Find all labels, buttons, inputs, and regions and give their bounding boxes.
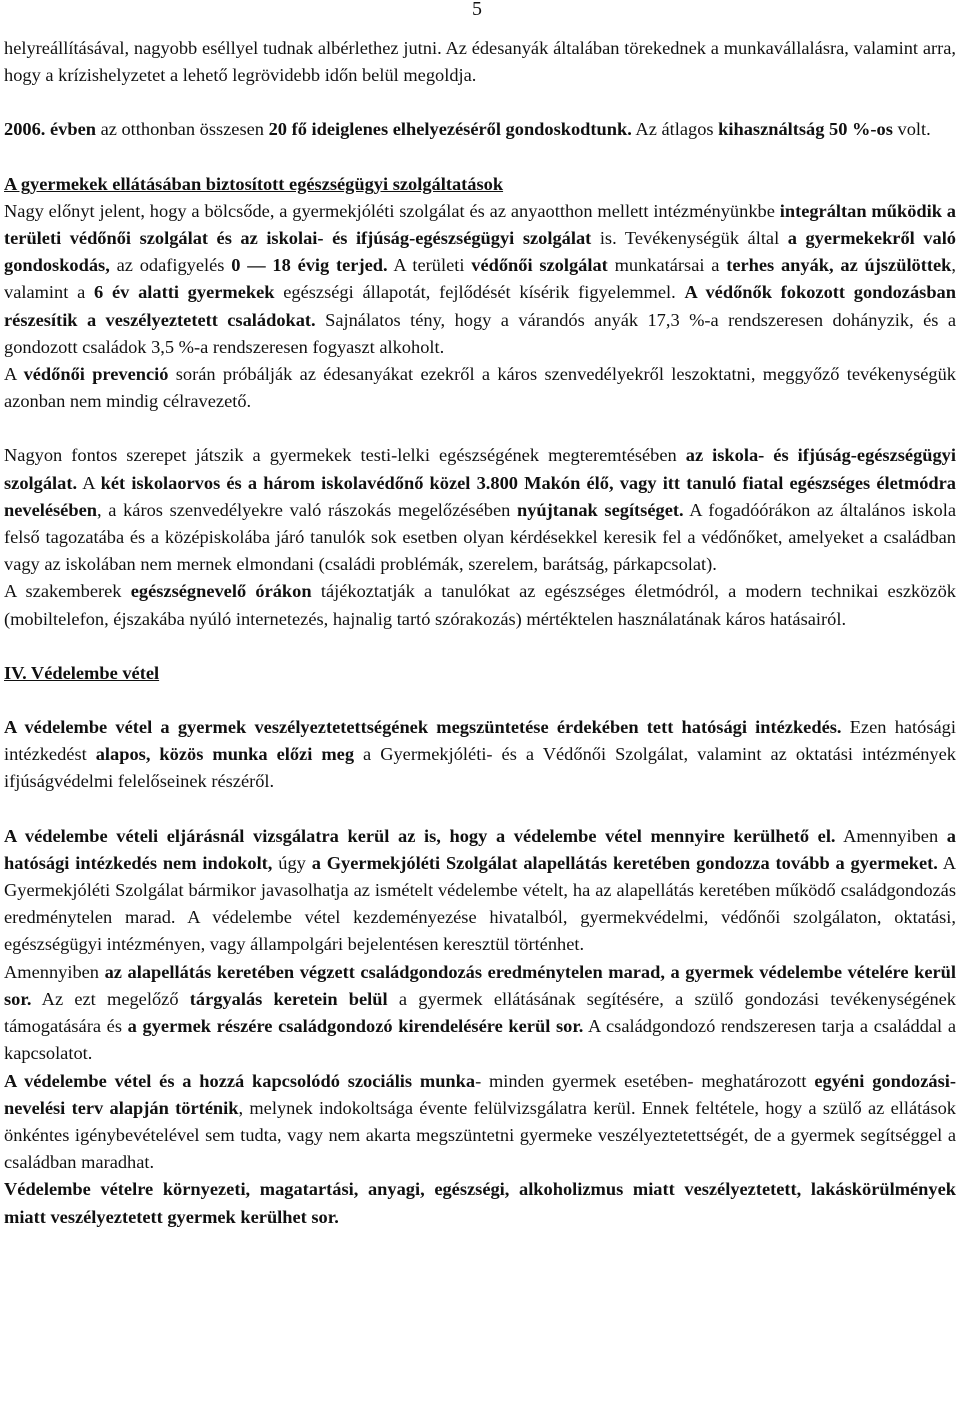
text-run: - minden gyermek esetében- meghatározott <box>475 1070 815 1091</box>
text-run: Nagyon fontos szerepet játszik a gyermekek testi-lelki egészségének megteremtésében <box>4 445 686 466</box>
bold-text-run: alapos, közös munka előzi meg <box>95 744 355 765</box>
paragraph-individual-care-plan <box>4 1068 956 1177</box>
text-run: egészségi állapotát, fejlődését kísérik figyelemmel. <box>274 282 685 303</box>
text-run: A családgondozó rendszeresen tarja a családdal a kapcsolatot. <box>4 1016 956 1064</box>
text-run: az odafigyelés <box>109 255 232 276</box>
bold-text-run: a gyermekekről való gondoskodás, <box>4 228 957 276</box>
text-run: a gyermek ellátásának segítésére, a szülő gondozási tevékenységének támogatására és <box>4 988 957 1037</box>
bold-text-run: IV. Védelembe vétel <box>4 662 160 683</box>
page-number: 5 <box>472 0 482 20</box>
text-run: Ezen hatósági intézkedést <box>4 717 956 765</box>
paragraph-protection-reasons <box>4 1176 956 1230</box>
paragraph-family-care-failure <box>4 959 956 1068</box>
text-run: A területi <box>387 255 472 276</box>
text-run: A fogadóórákon az általános iskola felső tagozatába és a középiskolába járó tanulók sok esetben olyan kérdésekkel keresik fel a védőnőket, amelyeket a családban vagy az iskolában nem mernek elmondani (családi problémák, szerelem, barátság, párkapcsolat). <box>4 499 956 575</box>
bold-text-run: A védelembe vételi eljárásnál vizsgálatra kerül az is, hogy a védelembe vétel mennyire kerülhető el. <box>4 825 836 846</box>
bold-text-run: a gyermek részére családgondozó kirendelésére kerül sor. <box>127 1016 584 1037</box>
text-run: Sajnálatos tény, hogy a várandós anyák 17,3 %-a rendszeresen dohányzik, és a gondozott családok 3,5 %-a rendszeresen fogyaszt alkoholt. <box>4 309 956 357</box>
text-run: Amennyiben <box>4 961 105 982</box>
paragraph-nurse-prevention <box>4 361 956 415</box>
paragraph-integrated-health-services <box>4 198 956 361</box>
text-run: során próbálják az édesanyákat ezekről a káros szenvedélyekről leszoktatni, meggyőző tevékenységük azonban nem mindig célravezető. <box>4 364 956 412</box>
text-run: , melynek indokoltsága évente felülvizsgálatra kerül. Ennek feltétele, hogy a szülő az ellátások önkéntes igénybevételével sem tudta, vagy nem akarta megszüntetni gyermeke veszélyeztetettségét, de a gyermek segítséggel a családban maradhat. <box>4 1097 956 1173</box>
bold-text-run: az alapellátás keretében végzett családgondozás eredménytelen marad, a gyermek védelembe vételére kerül sor. <box>4 961 956 1009</box>
text-run: is. Tevékenységük által <box>591 228 788 249</box>
paragraph-shelter-outcome <box>4 35 956 89</box>
bold-text-run: Védelembe vételre környezeti, magatartási, anyagi, egészségi, alkoholizmus miatt veszélyeztetett, lakáskörülmények miatt veszélyeztetett gyermek kerülhet sor. <box>4 1179 956 1227</box>
bold-text-run: védőnői szolgálat <box>471 255 608 276</box>
bold-text-run: tárgyalás keretein belül <box>189 988 388 1009</box>
bold-text-run: 2006. évben <box>4 119 96 140</box>
bold-text-run: a hatósági intézkedés nem indokolt, <box>4 825 956 873</box>
paragraph-school-health-service <box>4 442 956 578</box>
section-heading-protection <box>4 660 956 687</box>
bold-text-run: integráltan működik a területi védőnői szolgálat és az iskolai- és ifjúság-egészségügyi szolgálat <box>4 200 957 249</box>
bold-text-run: A gyermekek ellátásában biztosított egészségügyi szolgáltatások <box>4 173 504 194</box>
bold-text-run: 0 — 18 évig terjed. <box>231 255 388 276</box>
text-run: Amennyiben <box>835 825 947 846</box>
text-run: az otthonban összesen <box>95 119 269 140</box>
text-run: A szakemberek <box>4 581 131 602</box>
text-run: Az ezt megelőző <box>31 988 190 1009</box>
text-run: Nagy előnyt jelent, hogy a bölcsőde, a gyermekjóléti szolgálat és az anyaotthon mellett intézményünkbe <box>4 200 780 221</box>
paragraph-2006-placements <box>4 116 956 143</box>
text-run: Az átlagos <box>631 119 719 140</box>
text-run: volt. <box>892 119 931 140</box>
bold-text-run: két iskolaorvos és a három iskolavédőnő közel 3.800 Makón élő, vagy itt tanuló fiatal egészséges életmódra nevelésében <box>4 472 956 520</box>
section-heading-health-services <box>4 171 956 198</box>
bold-text-run: nyújtanak segítséget. <box>517 499 684 520</box>
text-run: a Gyermekjóléti- és a Védőnői Szolgálat, valamint az oktatási intézmények ifjúságvédelmi felelőseinek részéről. <box>4 744 956 792</box>
bold-text-run: terhes anyák, az újszülöttek <box>726 255 952 276</box>
bold-text-run: A védőnők fokozott gondozásban részesítik a veszélyeztetett családokat. <box>4 282 956 330</box>
text-run: úgy <box>272 852 312 873</box>
bold-text-run: A védelembe vétel és a hozzá kapcsolódó szociális munka <box>4 1070 476 1091</box>
text-run: A Gyermekjóléti Szolgálat bármikor javasolhatja az ismételt védelembe vételt, ha az alapellátás keretében működő családgondozás eredménytelen marad. A védelembe vétel kezdeményezése hivatalból, gyermekvédelmi, védőnői szolgálaton, oktatási, egészségügyi intézményen, vagy állampolgári bejelentésen keresztül történhet. <box>4 852 956 955</box>
bold-text-run: egyéni gondozási-nevelési terv alapján történik <box>4 1070 956 1118</box>
bold-text-run: a Gyermekjóléti Szolgálat alapellátás keretében gondozza tovább a gyermeket. <box>311 852 938 873</box>
bold-text-run: 6 év alatti gyermekek <box>94 282 275 303</box>
bold-text-run: egészségnevelő órákon <box>130 581 312 602</box>
text-run: , valamint a <box>4 255 956 303</box>
paragraph-protection-definition <box>4 714 956 796</box>
text-run: , a káros szenvedélyekre való rászokás megelőzésében <box>96 499 517 520</box>
text-run: helyreállításával, nagyobb eséllyel tudnak albérlethez jutni. Az édesanyák általában törekednek a munkavállalásra, valamint arra, hogy a krízishelyzetet a lehető legrövidebb időn belül megoldja. <box>4 38 956 86</box>
text-run: tájékoztatják a tanulókat az egészséges életmódról, a modern technikai eszközök (mobiltelefon, éjszakába nyúló internetezés, hajnalig tartó szórakozás) mértéktelen használatának káros hatásairól. <box>4 581 956 629</box>
text-run: A <box>4 364 24 385</box>
bold-text-run: A védelembe vétel a gyermek veszélyeztetettségének megszüntetése érdekében tett hatósági intézkedés. <box>4 717 842 738</box>
text-run: A <box>77 472 101 493</box>
document-body <box>4 35 956 1231</box>
bold-text-run: védőnői prevenció <box>23 364 169 385</box>
bold-text-run: az iskola- és ifjúság-egészségügyi szolgálat. <box>4 445 956 493</box>
paragraph-protection-procedure <box>4 823 956 959</box>
paragraph-health-education <box>4 578 956 632</box>
text-run: munkatársai a <box>607 255 727 276</box>
bold-text-run: kihasználtság 50 %-os <box>718 119 893 140</box>
bold-text-run: 20 fő ideiglenes elhelyezéséről gondoskodtunk. <box>268 119 632 140</box>
